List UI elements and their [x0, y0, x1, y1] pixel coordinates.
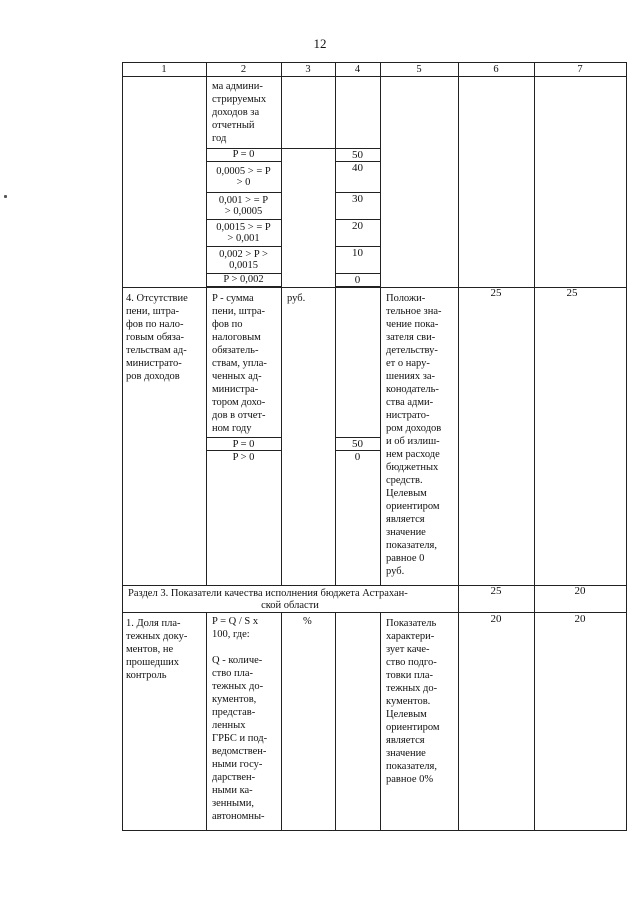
- section-title: ской области: [261, 600, 319, 611]
- score-condition: 0,0015: [229, 260, 258, 271]
- col-border: [206, 612, 207, 831]
- formula-text: ГРБС и под-: [212, 733, 268, 744]
- weight-score: 25: [566, 287, 578, 299]
- formula-text: 100, где:: [212, 629, 250, 640]
- indicator-note: шениях за-: [386, 371, 435, 382]
- col-border: [380, 612, 381, 831]
- score-row-rule: [206, 161, 282, 162]
- indicator-name: ментов, не: [126, 644, 174, 655]
- column-header: 7: [577, 64, 583, 75]
- score-condition: P = 0: [232, 439, 255, 450]
- formula-text: ство пла-: [212, 668, 254, 679]
- indicator-note: показателя,: [386, 540, 437, 551]
- indicator-note: тежных до-: [386, 683, 438, 694]
- score-condition: P > 0: [232, 452, 255, 463]
- column-header: 4: [354, 64, 361, 75]
- col-border: [335, 62, 336, 586]
- scan-speck: [4, 195, 7, 198]
- header-bottom-rule: [122, 76, 627, 77]
- indicator-note: кументов.: [386, 696, 431, 707]
- formula-text: пени, штра-: [212, 306, 265, 317]
- indicator-name: тежных доку-: [126, 631, 188, 642]
- score-condition: > 0,0005: [224, 206, 263, 217]
- score-row-rule: [206, 219, 282, 220]
- col-border: [206, 62, 207, 586]
- indicator-note: ства адми-: [386, 397, 434, 408]
- score-value: 40: [352, 162, 363, 174]
- indicator-name: контроль: [126, 670, 167, 681]
- col-border: [335, 612, 336, 831]
- col-border: [281, 612, 282, 831]
- score-row-rule: [206, 192, 282, 193]
- indicator-note: средств.: [386, 475, 423, 486]
- indicator-note: ориентиром: [386, 722, 440, 733]
- score-value: 0: [354, 451, 361, 463]
- weight-score: 20: [574, 613, 586, 625]
- indicator-name: 1. Доля пла-: [126, 618, 181, 629]
- max-score: 25: [490, 287, 502, 299]
- col-border: [281, 62, 282, 586]
- indicator-note: ство подго-: [386, 657, 437, 668]
- formula-text: ведомствен-: [212, 746, 267, 757]
- max-score: 25: [490, 585, 502, 597]
- col-border: [122, 62, 123, 831]
- indicator-note: нем расходе: [386, 449, 440, 460]
- indicator-note: равное 0: [386, 553, 425, 564]
- indicator-note: конодатель-: [386, 384, 439, 395]
- indicator-note: чение пока-: [386, 319, 439, 330]
- indicator-name: пени, штра-: [126, 306, 179, 317]
- indicator-note: нистрато-: [386, 410, 430, 421]
- column-header: 6: [493, 64, 499, 75]
- score-value: 50: [352, 438, 363, 450]
- indicator-note: зателя сви-: [386, 332, 436, 343]
- indicator-note: Целевым: [386, 488, 427, 499]
- formula-text: дов в отчет-: [212, 410, 266, 421]
- indicator-name: тельствам ад-: [126, 345, 187, 356]
- score-value: 20: [352, 220, 363, 232]
- formula-text: отчетный: [212, 120, 255, 131]
- indicator-note: характери-: [386, 631, 435, 642]
- formula-text: зенными,: [212, 798, 254, 809]
- indicator-name: министрато-: [126, 358, 182, 369]
- score-condition: 0,0015 > = P: [216, 222, 271, 233]
- weight-score: 20: [574, 585, 586, 597]
- formula-text: ном году: [212, 423, 252, 434]
- column-header: 5: [416, 64, 422, 75]
- col-border: [626, 62, 627, 831]
- indicator-name: фов по нало-: [126, 319, 184, 330]
- col-border: [380, 62, 381, 586]
- formula-text: стрируемых: [212, 94, 267, 105]
- formula-text: кументов,: [212, 694, 257, 705]
- formula-text: P = Q / S x: [212, 616, 259, 627]
- indicator-note: значение: [386, 527, 426, 538]
- table-bottom-rule: [122, 830, 627, 831]
- indicator-note: товки пла-: [386, 670, 434, 681]
- indicator-note: Показатель: [386, 618, 437, 629]
- formula-text: фов по: [212, 319, 243, 330]
- score-condition: > 0,001: [227, 233, 260, 244]
- indicator-note: ет о нару-: [386, 358, 430, 369]
- indicator-note: является: [386, 514, 425, 525]
- page-number: 12: [313, 36, 327, 51]
- formula-text: налоговым: [212, 332, 261, 343]
- indicator-note: Целевым: [386, 709, 427, 720]
- formula-text: обязатель-: [212, 345, 259, 356]
- max-score: 20: [490, 613, 502, 625]
- formula-text: ченных ад-: [212, 371, 262, 382]
- column-header: 2: [240, 64, 247, 75]
- formula-text: автономны-: [212, 811, 265, 822]
- col-border: [534, 62, 535, 831]
- score-row-rule: [206, 246, 282, 247]
- indicator-name: говым обяза-: [126, 332, 185, 343]
- formula-text: ленных: [212, 720, 246, 731]
- formula-text: ма админи-: [212, 81, 263, 92]
- score-condition: P > 0,002: [223, 274, 264, 285]
- indicator-note: детельству-: [386, 345, 438, 356]
- indicator-note: тельное зна-: [386, 306, 442, 317]
- section-title: Раздел 3. Показатели качества исполнения бюджета Астрахан-: [128, 588, 408, 599]
- formula-text: Q - количе-: [212, 655, 263, 666]
- formula-text: доходов за: [212, 107, 260, 118]
- score-condition: > 0: [236, 177, 251, 188]
- formula-text: тежных до-: [212, 681, 264, 692]
- indicator-note: показателя,: [386, 761, 437, 772]
- formula-text: ствам, упла-: [212, 358, 267, 369]
- indicator-note: и об излиш-: [386, 436, 440, 447]
- indicator-note: равное 0%: [386, 774, 434, 785]
- formula-text: министра-: [212, 384, 259, 395]
- indicator-note: ром доходов: [386, 423, 442, 434]
- formula-text: год: [212, 133, 227, 144]
- score-value: 50: [352, 149, 363, 161]
- formula-text: ными ка-: [212, 785, 253, 796]
- unit-label: %: [303, 616, 312, 627]
- formula-text: P - сумма: [212, 293, 254, 304]
- formula-text: ными госу-: [212, 759, 263, 770]
- formula-text: представ-: [212, 707, 256, 718]
- indicator-note: является: [386, 735, 425, 746]
- column-header: 1: [161, 64, 167, 75]
- score-value: 30: [352, 193, 363, 205]
- indicator-note: Положи-: [386, 293, 426, 304]
- indicator-note: руб.: [386, 566, 405, 577]
- col-border: [458, 62, 459, 831]
- indicator-name: прошедших: [126, 657, 180, 668]
- unit-label: руб.: [287, 293, 306, 304]
- indicator-note: зует каче-: [386, 644, 430, 655]
- score-condition: 0,002 > P >: [219, 249, 268, 260]
- indicator-note: значение: [386, 748, 426, 759]
- score-value: 0: [354, 274, 361, 286]
- score-value: 10: [352, 247, 363, 259]
- formula-text: тором дохо-: [212, 397, 266, 408]
- indicator-note: ориентиром: [386, 501, 440, 512]
- score-condition: 0,0005 > = P: [216, 166, 271, 177]
- column-header: 3: [305, 64, 311, 75]
- indicator-name: ров доходов: [126, 371, 180, 382]
- score-condition: P = 0: [232, 149, 255, 160]
- indicator-name: 4. Отсутствие: [126, 293, 188, 304]
- formula-text: дарствен-: [212, 772, 256, 783]
- indicator-note: бюджетных: [386, 462, 439, 473]
- score-condition: 0,001 > = P: [218, 195, 269, 206]
